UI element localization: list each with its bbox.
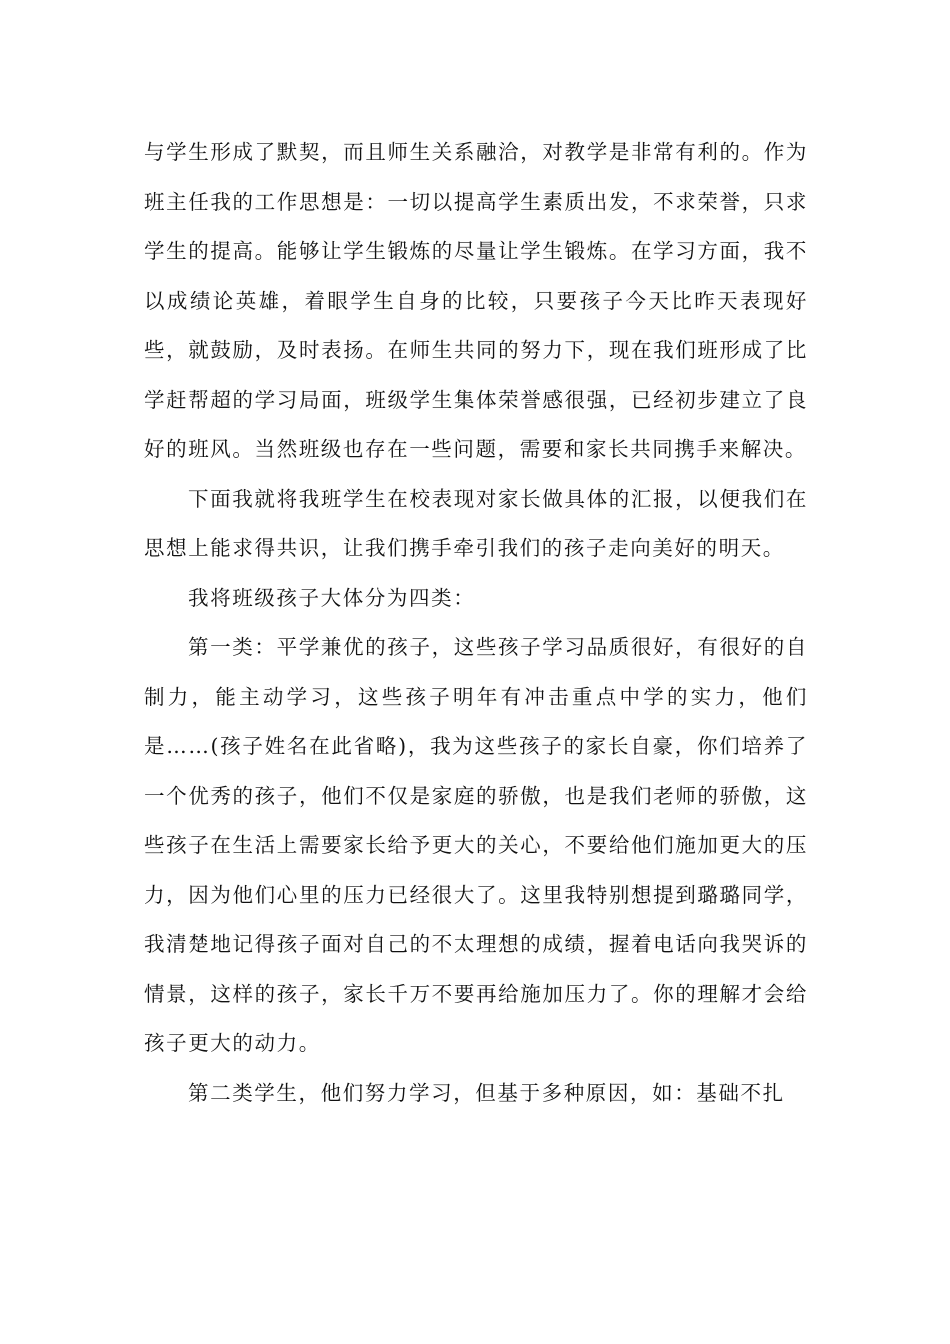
paragraph-continuation: 与学生形成了默契，而且师生关系融洽，对教学是非常有利的。作为班主任我的工作思想是：一切以提高学生素质出发，不求荣誉，只求学生的提高。能够让学生锻炼的尽量让学生锻炼。在学习方面，我不以成绩论英雄，着眼学生自身的比较，只要孩子今天比昨天表现好些，就鼓励，及时表扬。在师生共同的努力下，现在我们班形成了比学赶帮超的学习局面，班级学生集体荣誉感很强，已经初步建立了良好的班风。当然班级也存在一些问题，需要和家长共同携手来解决。: [144, 140, 808, 461]
paragraph-category-one: 第一类：平学兼优的孩子，这些孩子学习品质很好，有很好的自制力，能主动学习，这些孩子明年有冲击重点中学的实力，他们是……(孩子姓名在此省略)，我为这些孩子的家长自豪，你们培养了一个优秀的孩子，他们不仅是家庭的骄傲，也是我们老师的骄傲，这些孩子在生活上需要家长给予更大的关心，不要给他们施加更大的压力，因为他们心里的压力已经很大了。这里我特别想提到璐璐同学，我清楚地记得孩子面对自己的不太理想的成绩，握着电话向我哭诉的情景，这样的孩子，家长千万不要再给施加压力了。你的理解才会给孩子更大的动力。: [144, 635, 808, 1055]
paragraph-category-two: 第二类学生，他们努力学习，但基于多种原因，如：基础不扎: [188, 1080, 785, 1105]
paragraph-four-categories: 我将班级孩子大体分为四类：: [188, 585, 476, 610]
paragraph-report-intro: 下面我就将我班学生在校表现对家长做具体的汇报，以便我们在思想上能求得共识，让我们携手牵引我们的孩子走向美好的明天。: [144, 486, 808, 560]
document-body: [144, 128, 808, 1118]
